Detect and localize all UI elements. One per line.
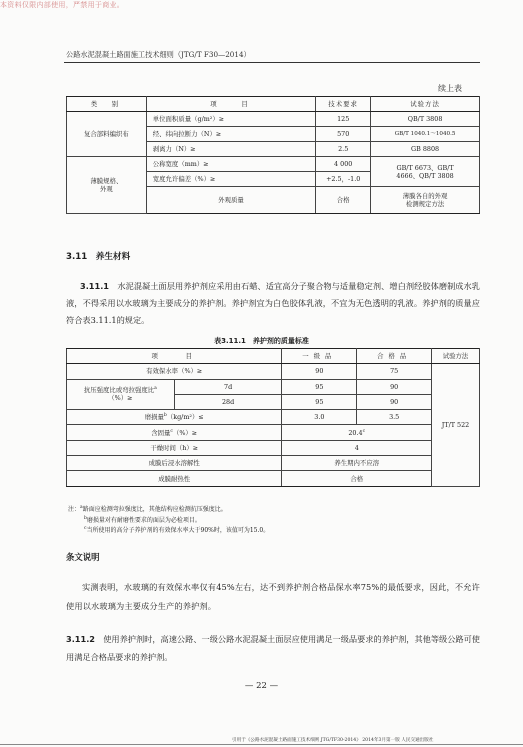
item-cell: 有效保水率（%）≥ xyxy=(67,364,282,379)
value-cell: 90 xyxy=(357,394,432,409)
method-line: GB/T 6673、GB/T xyxy=(396,163,454,172)
method-cell: GB 8808 xyxy=(371,142,480,157)
footer-citation: 引用于《公路水泥混凝土路面施工技术细则 JTG/TF30-2014》 2014年3月第一版 人民交通出版社 xyxy=(232,738,434,743)
item-cell: 单位面积质量（g/m²）≥ xyxy=(146,112,315,127)
footnote-mark: c xyxy=(362,428,366,434)
table-header-row xyxy=(67,97,480,112)
table-row xyxy=(67,112,480,127)
value-cell: 95 xyxy=(282,394,357,409)
running-head: 公路水泥混凝土路面施工技术细则（JTG/T F30—2014） xyxy=(66,50,251,59)
item-cell: 磨损量$^b$（kg/m²）≤ xyxy=(67,410,282,425)
value-cell: 75 xyxy=(357,364,432,379)
value-cell: 3.5 xyxy=(357,410,432,425)
note-a: 注：$^a$路面应检测弯拉强度比，其他结构应检测抗压强度比。 xyxy=(68,505,227,513)
item-cell: 干燥时间（h）≥ xyxy=(67,440,282,455)
continued-label: 续上表 xyxy=(438,84,462,93)
group-label: 复合部料编织布 xyxy=(67,112,147,157)
item-cell: 成膜后浸水溶解性 xyxy=(67,456,282,471)
item-cell: 含固量$^c$（%）≥ xyxy=(67,425,282,440)
item-cell: 成膜耐热性 xyxy=(67,471,282,486)
footnote-mark: c xyxy=(170,428,173,434)
header-rule xyxy=(64,62,480,63)
item-cell xyxy=(67,379,175,410)
method-cell xyxy=(371,157,480,187)
value-cell: 养生期内不应溶 xyxy=(282,456,432,471)
value-cell: 合格 xyxy=(282,471,432,486)
column-header: 一级品 xyxy=(282,349,357,364)
spec-table-continued xyxy=(66,96,480,214)
column-header: 合格品 xyxy=(357,349,432,364)
group-label xyxy=(67,157,147,214)
method-line: 4666、QB/T 3808 xyxy=(396,171,454,180)
clause-3-11-1 xyxy=(66,278,480,329)
group-label-line: 薄膜规格、 xyxy=(90,177,123,185)
method-line: 检测规定方法 xyxy=(405,200,445,208)
clause-text: 水泥混凝土面层用养护剂应采用由石蜡、适宜高分子聚合物与适量稳定剂、增白剂经胶体磨制成水乳液，不得采用以水玻璃为主要成分的养护剂。养护剂宜为白色胶体乳液，不宜为无色透明的乳液。养护剂的质量应符合表3.11.1的规定。 xyxy=(66,281,480,325)
footnote-mark: a xyxy=(154,386,157,392)
watermark-text: 本资料仅限内部使用，严禁用于商业。 xyxy=(0,1,125,9)
method-cell: GB/T 1040.1～1040.5 xyxy=(371,127,480,142)
table-caption: 表3.11.1 养护剂的质量标准 xyxy=(214,337,309,345)
table-row xyxy=(67,410,480,425)
column-header: 项 目 xyxy=(146,97,315,112)
value-cell: 95 xyxy=(282,379,357,394)
table-row xyxy=(67,456,480,471)
requirement-cell: +2.5，-1.0 xyxy=(316,172,371,187)
method-line: 薄膜各自的外观 xyxy=(402,192,448,200)
table-row xyxy=(67,471,480,486)
value-cell: 4 xyxy=(282,440,432,455)
column-header: 项 目 xyxy=(67,349,282,364)
table-header-row xyxy=(67,349,480,364)
item-cell: 外观质量 xyxy=(146,187,315,214)
age-cell: 7d xyxy=(174,379,282,394)
table-notes xyxy=(68,505,270,537)
requirement-cell: 2.5 xyxy=(316,142,371,157)
item-cell: 宽度允许偏差（%）≥ xyxy=(146,172,315,187)
curing-agent-quality-table xyxy=(66,348,480,487)
clause-text: 使用养护剂时，高速公路、一级公路水泥混凝土面层应使用满足一级品要求的养护剂，其他等级公路可使用满足合格品要求的养护剂。 xyxy=(66,634,480,662)
clause-3-11-2 xyxy=(66,630,480,666)
item-line: 抗压强度比或弯拉强度比$^a$ xyxy=(83,386,157,395)
clause-number: 3.11.2 xyxy=(66,634,96,644)
column-header: 类 别 xyxy=(67,97,147,112)
test-method-cell: JT/T 522 xyxy=(432,364,480,486)
clause-number: 3.11.1 xyxy=(80,281,110,291)
section-title: 3.11 养生材料 xyxy=(66,252,131,262)
table-row xyxy=(67,379,480,394)
footnote-mark: b xyxy=(163,413,167,419)
footer-rule xyxy=(0,744,523,745)
table-row xyxy=(67,425,480,440)
value-cell: 90 xyxy=(357,379,432,394)
column-header: 试验方法 xyxy=(371,97,480,112)
requirement-cell: 570 xyxy=(316,127,371,142)
item-cell: 经、纬向拉断力（N）≥ xyxy=(146,127,315,142)
column-header: 技术要求 xyxy=(316,97,371,112)
item-cell: 剥离力（N）≥ xyxy=(146,142,315,157)
note-c: $^c$当所使用的高分子养护剂的有效保水率大于90%时，该值可为15.0。 xyxy=(84,526,270,534)
requirement-cell: 125 xyxy=(316,112,371,127)
table-row xyxy=(67,364,480,379)
requirement-cell: 合格 xyxy=(316,187,371,214)
requirement-cell: 4 000 xyxy=(316,157,371,172)
item-line: （%）≥ xyxy=(108,394,133,403)
page-number: — 22 — xyxy=(244,681,279,691)
commentary-title: 条文说明 xyxy=(66,552,100,562)
value-cell: 20.4$^c$ xyxy=(282,425,432,440)
commentary-text: 实测表明，水玻璃的有效保水率仅有45%左右，达不到养护剂合格品保水率75%的最低要求，因此，不允许使用以水玻璃为主要成分生产的养护剂。 xyxy=(66,582,480,611)
group-label-line: 外观 xyxy=(99,185,113,193)
age-cell: 28d xyxy=(174,394,282,409)
value-cell: 90 xyxy=(282,364,357,379)
note-b: $^b$磨损量对有耐磨性要求的面层为必检项目。 xyxy=(84,515,201,524)
table-row xyxy=(67,440,480,455)
method-cell xyxy=(371,187,480,214)
value-cell: 3.0 xyxy=(282,410,357,425)
column-header: 试验方法 xyxy=(432,349,480,364)
item-cell: 公称宽度（mm）≥ xyxy=(146,157,315,172)
method-cell: QB/T 3808 xyxy=(371,112,480,127)
table-row xyxy=(67,157,480,172)
